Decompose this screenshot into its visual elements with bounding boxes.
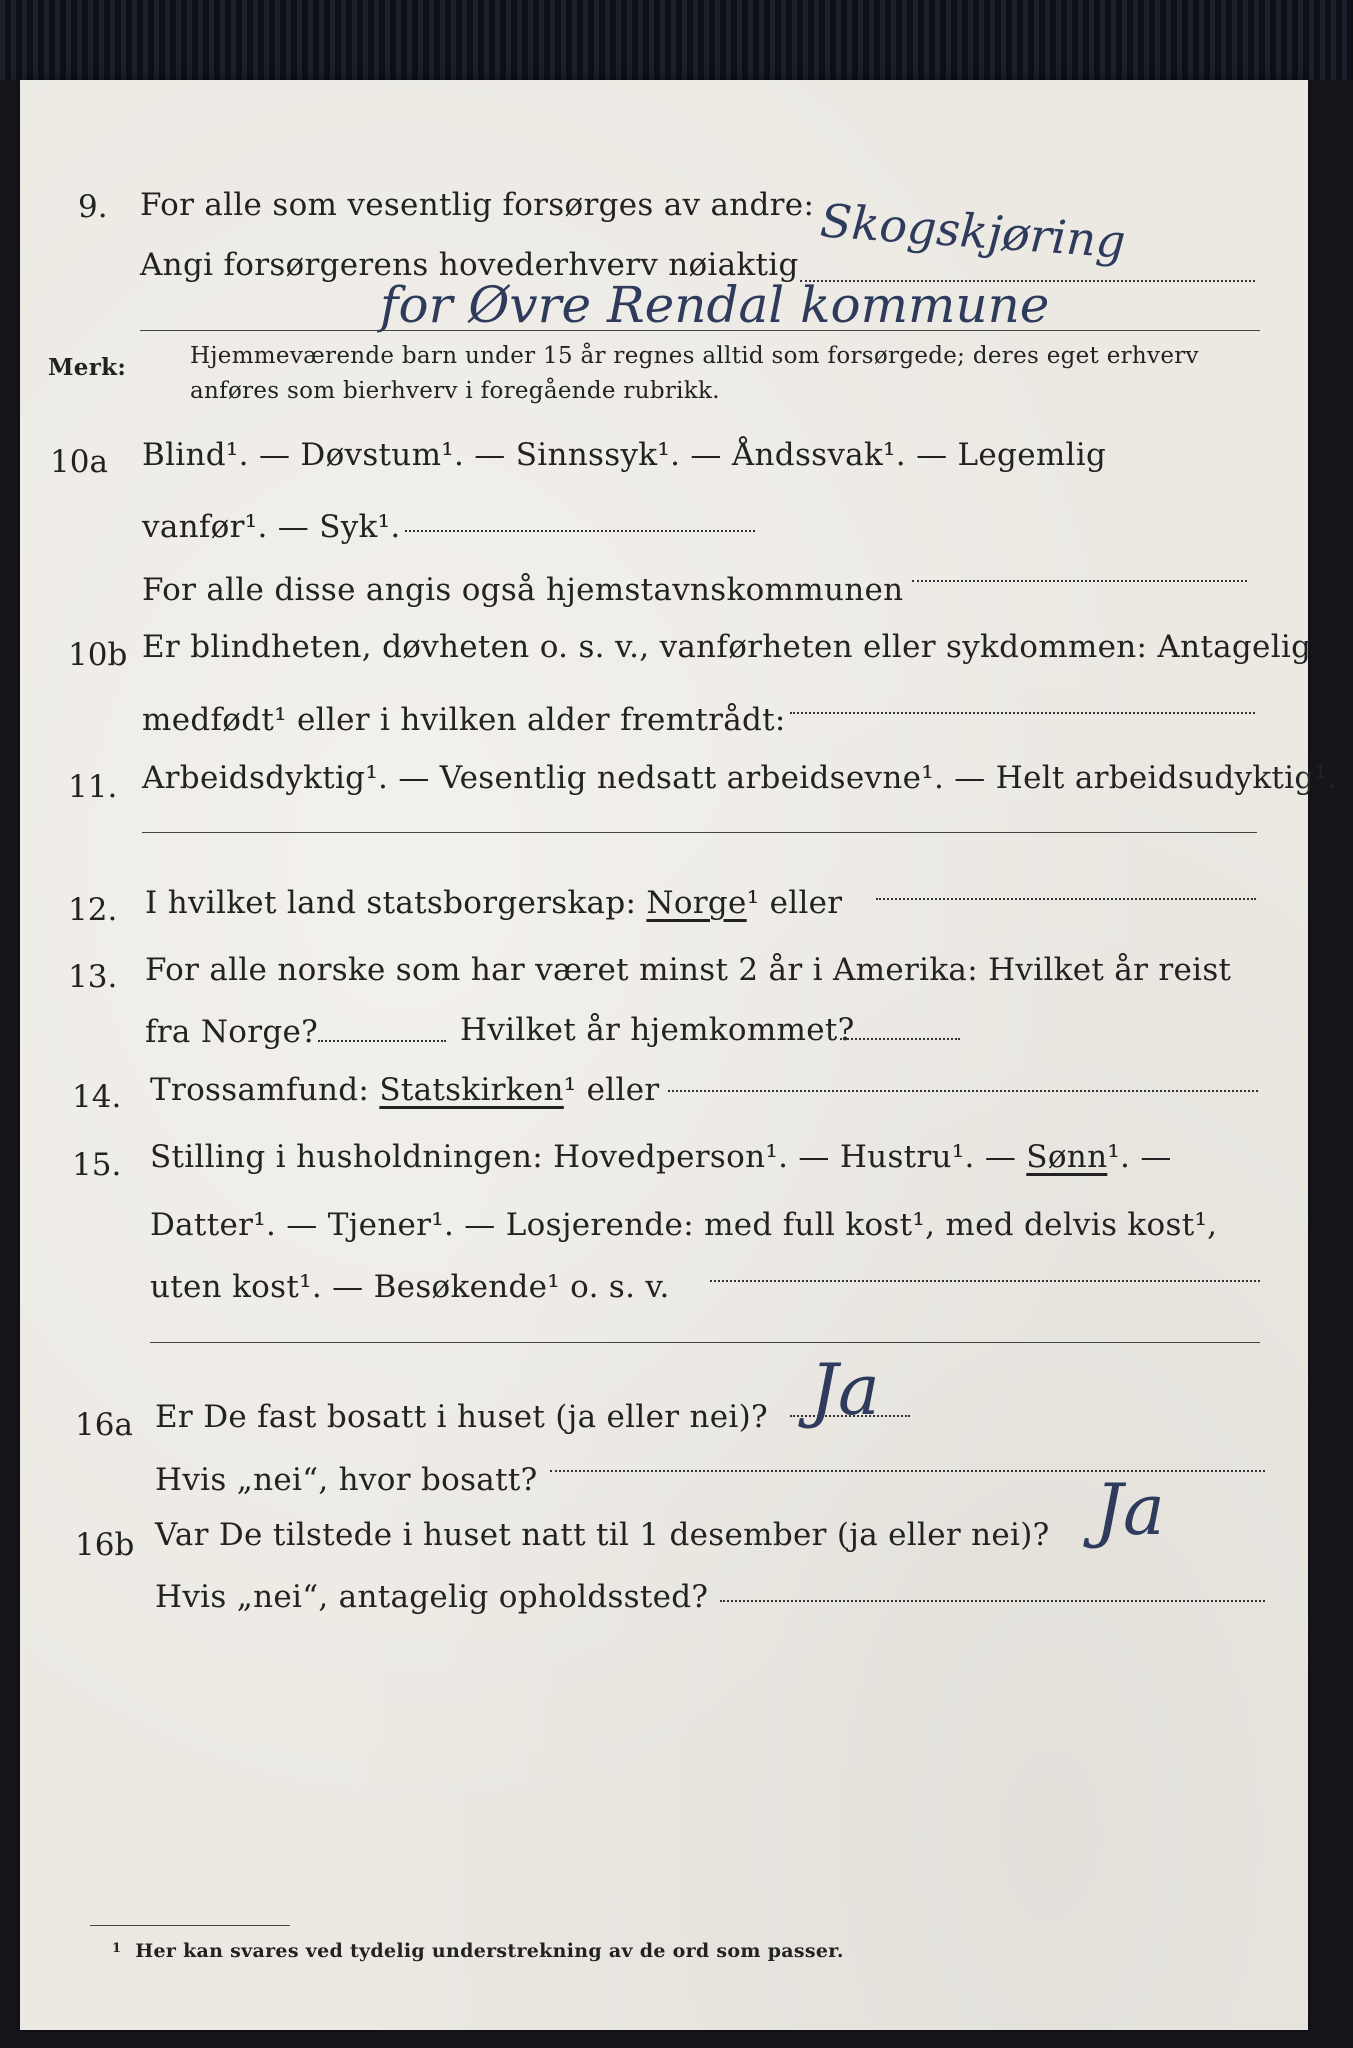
q13-hjemkommet-line: [840, 1038, 960, 1040]
q15-line3: uten kost¹. — Besøkende¹ o. s. v.: [150, 1269, 670, 1305]
q13-reist-line: [318, 1040, 446, 1042]
q12-norge-option[interactable]: Norge: [646, 885, 747, 921]
merk-label: Merk:: [48, 354, 127, 381]
q15-line2: Datter¹. — Tjener¹. — Losjerende: med full kost¹, med delvis kost¹,: [150, 1207, 1218, 1243]
q11-line1: Arbeidsdyktig¹. — Vesentlig nedsatt arbeidsevne¹. — Helt arbeidsudyktig¹.: [142, 760, 1338, 796]
q10a-number: 10a: [50, 444, 108, 480]
q14-number: 14.: [72, 1079, 122, 1115]
q9-line2: Angi forsørgerens hovederhverv nøiaktig: [140, 247, 799, 283]
q11-answer-line: [142, 832, 1257, 833]
q12-number: 12.: [68, 892, 118, 928]
q16b-dotted-line: [720, 1600, 1265, 1602]
q12-dotted-line: [876, 898, 1256, 900]
merk-line2: anføres som bierhverv i foregående rubrikk.: [190, 378, 720, 404]
q13-number: 13.: [68, 959, 118, 995]
q16b-handwritten-answer[interactable]: Ja: [1095, 1469, 1165, 1551]
q14-prefix: Trossamfund:: [150, 1072, 370, 1108]
q10b-number: 10b: [68, 637, 128, 673]
q16a-number: 16a: [75, 1407, 133, 1443]
q16a-line2: Hvis „nei“, hvor bosatt?: [155, 1462, 538, 1498]
q9-line1: For alle som vesentlig forsørges av andre:: [140, 187, 815, 223]
census-form-page: [20, 80, 1338, 2030]
q14-suffix: ¹ eller: [563, 1072, 660, 1108]
q13-line1: For alle norske som har været minst 2 år i Amerika: Hvilket år reist: [145, 952, 1232, 988]
q16b-line2: Hvis „nei“, antagelig opholdssted?: [155, 1579, 709, 1615]
q9-handwritten-answer-1[interactable]: Skogskjøring: [818, 193, 1128, 269]
q15-line1-suffix: ¹. —: [1107, 1139, 1172, 1175]
q10a-line3: For alle disse angis også hjemstavnskommunen: [142, 572, 904, 608]
q12-prefix: I hvilket land statsborgerskap:: [145, 885, 637, 921]
q11-number: 11.: [68, 769, 118, 805]
footnote: [112, 1942, 844, 1961]
footnote-mark: 1: [112, 1941, 122, 1956]
q14-line: [150, 1072, 660, 1108]
q16b-number: 16b: [75, 1527, 135, 1563]
q10a-line1: Blind¹. — Døvstum¹. — Sinnssyk¹. — Åndssvak¹. — Legemlig: [142, 437, 1107, 473]
q10a-line2: vanfør¹. — Syk¹.: [142, 509, 401, 545]
scanner-border: [0, 0, 1353, 80]
merk-line1: Hjemmeværende barn under 15 år regnes alltid som forsørgede; deres eget erhverv: [190, 343, 1199, 369]
q15-line1: [150, 1139, 1172, 1175]
q9-handwritten-answer-2[interactable]: for Øvre Rendal kommune: [380, 276, 1050, 334]
q16a-handwritten-answer[interactable]: Ja: [810, 1349, 880, 1431]
q16a-line1: Er De fast bosatt i huset (ja eller nei)?: [155, 1399, 768, 1435]
q12-line: [145, 885, 843, 921]
q15-answer-line: [150, 1342, 1260, 1343]
q10a-syk-line: [405, 530, 755, 532]
q10b-line2: medfødt¹ eller i hvilken alder fremtrådt:: [142, 702, 786, 738]
q10b-line1: Er blindheten, døvheten o. s. v., vanførheten eller sykdommen: Antagelig: [142, 629, 1312, 665]
q9-number: 9.: [78, 189, 108, 225]
footnote-rule: [90, 1925, 290, 1926]
q14-dotted-line: [668, 1090, 1258, 1092]
q15-dotted-line: [710, 1280, 1260, 1282]
q15-number: 15.: [72, 1147, 122, 1183]
q16b-line1: Var De tilstede i huset natt til 1 desember (ja eller nei)?: [155, 1517, 1050, 1553]
q14-statskirken-option[interactable]: Statskirken: [379, 1072, 564, 1108]
q12-suffix: ¹ eller: [746, 885, 843, 921]
q13-line2a: fra Norge?: [145, 1014, 319, 1050]
q13-line2b: Hvilket år hjemkommet?: [460, 1012, 855, 1048]
footnote-text: Her kan svares ved tydelig understrekning av de ord som passer.: [135, 1940, 844, 1962]
q10a-hjemstavn-line: [912, 580, 1247, 582]
q15-sonn-option[interactable]: Sønn: [1026, 1139, 1108, 1175]
q10b-dotted-line: [790, 712, 1255, 714]
q15-line1-prefix: Stilling i husholdningen: Hovedperson¹. — Hustru¹. —: [150, 1139, 1017, 1175]
